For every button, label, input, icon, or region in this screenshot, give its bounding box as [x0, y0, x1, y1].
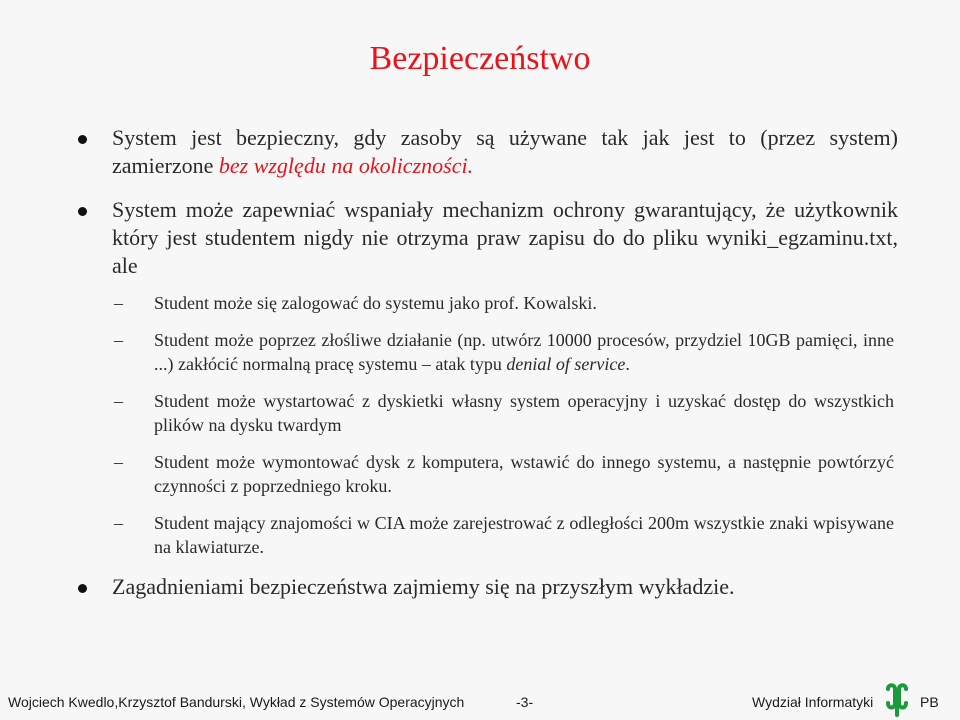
sub-item-dos [114, 328, 894, 376]
sub-item-text: Student może wystartować z dyskietki własny system operacyjny i uzyskać dostęp do wszystkich plików na dysku twardym [154, 391, 894, 435]
pb-logo-icon [882, 683, 912, 717]
sub-item-disk [114, 450, 894, 498]
bullet-next-lecture-text: Zagadnieniami bezpieczeństwa zajmiemy się na przyszłym wykładzie. [112, 574, 735, 599]
sub-item-text: Student może wymontować dysk z komputera, wstawić do innego systemu, a następnie powtórzyć czynności z poprzedniego kroku. [154, 452, 894, 496]
footer-pb: PB [920, 694, 939, 710]
dash-icon: – [114, 391, 123, 411]
bullet-definition-text: System jest bezpieczny, gdy zasoby są używane tak jak jest to (przez system) zamierzone [112, 125, 898, 178]
bullet-dot-icon [78, 207, 87, 216]
dash-icon: – [114, 513, 123, 533]
sub-item-keylogger [114, 511, 894, 559]
footer-page-number: -3- [516, 694, 534, 710]
slide-footer [0, 681, 960, 720]
bullet-mechanism [78, 196, 898, 280]
bullet-next-lecture [78, 573, 898, 601]
bullet-mechanism-text: System może zapewniać wspaniały mechanizm ochrony gwarantujący, że użytkownik który jest studentem nigdy nie otrzyma praw zapisu do do pliku wyniki_egzaminu.txt, ale [112, 197, 898, 278]
sub-item-boot [114, 389, 894, 437]
footer-department: Wydział Informatyki [752, 694, 874, 710]
slide-title: Bezpieczeństwo [369, 40, 591, 77]
sub-item-end: . [625, 354, 630, 374]
bullet-definition-emphasis: bez względu na okoliczności. [218, 153, 474, 178]
dash-icon: – [114, 293, 123, 313]
sub-item-text: Student może poprzez złośliwe działanie (np. utwórz 10000 procesów, przydziel 10GB pamięci, inne ...) zakłócić normalną pracę systemu – atak typu [154, 330, 894, 374]
bullet-definition [78, 124, 898, 180]
sub-list [114, 291, 894, 559]
sub-item-emphasis: denial of service [506, 354, 626, 374]
sub-item-text: Student może się zalogować do systemu jako prof. Kowalski. [154, 293, 597, 313]
dash-icon: – [114, 330, 123, 350]
bullet-dot-icon [78, 135, 87, 144]
bullet-dot-icon [78, 584, 87, 593]
sub-item-login [114, 291, 894, 315]
sub-item-text: Student mający znajomości w CIA może zarejestrować z odległości 200m wszystkie znaki wpisywane na klawiaturze. [154, 513, 894, 557]
slide-content [78, 124, 898, 601]
footer-authors: Wojciech Kwedlo,Krzysztof Bandurski, Wykład z Systemów Operacyjnych [8, 694, 465, 710]
dash-icon: – [114, 452, 123, 472]
